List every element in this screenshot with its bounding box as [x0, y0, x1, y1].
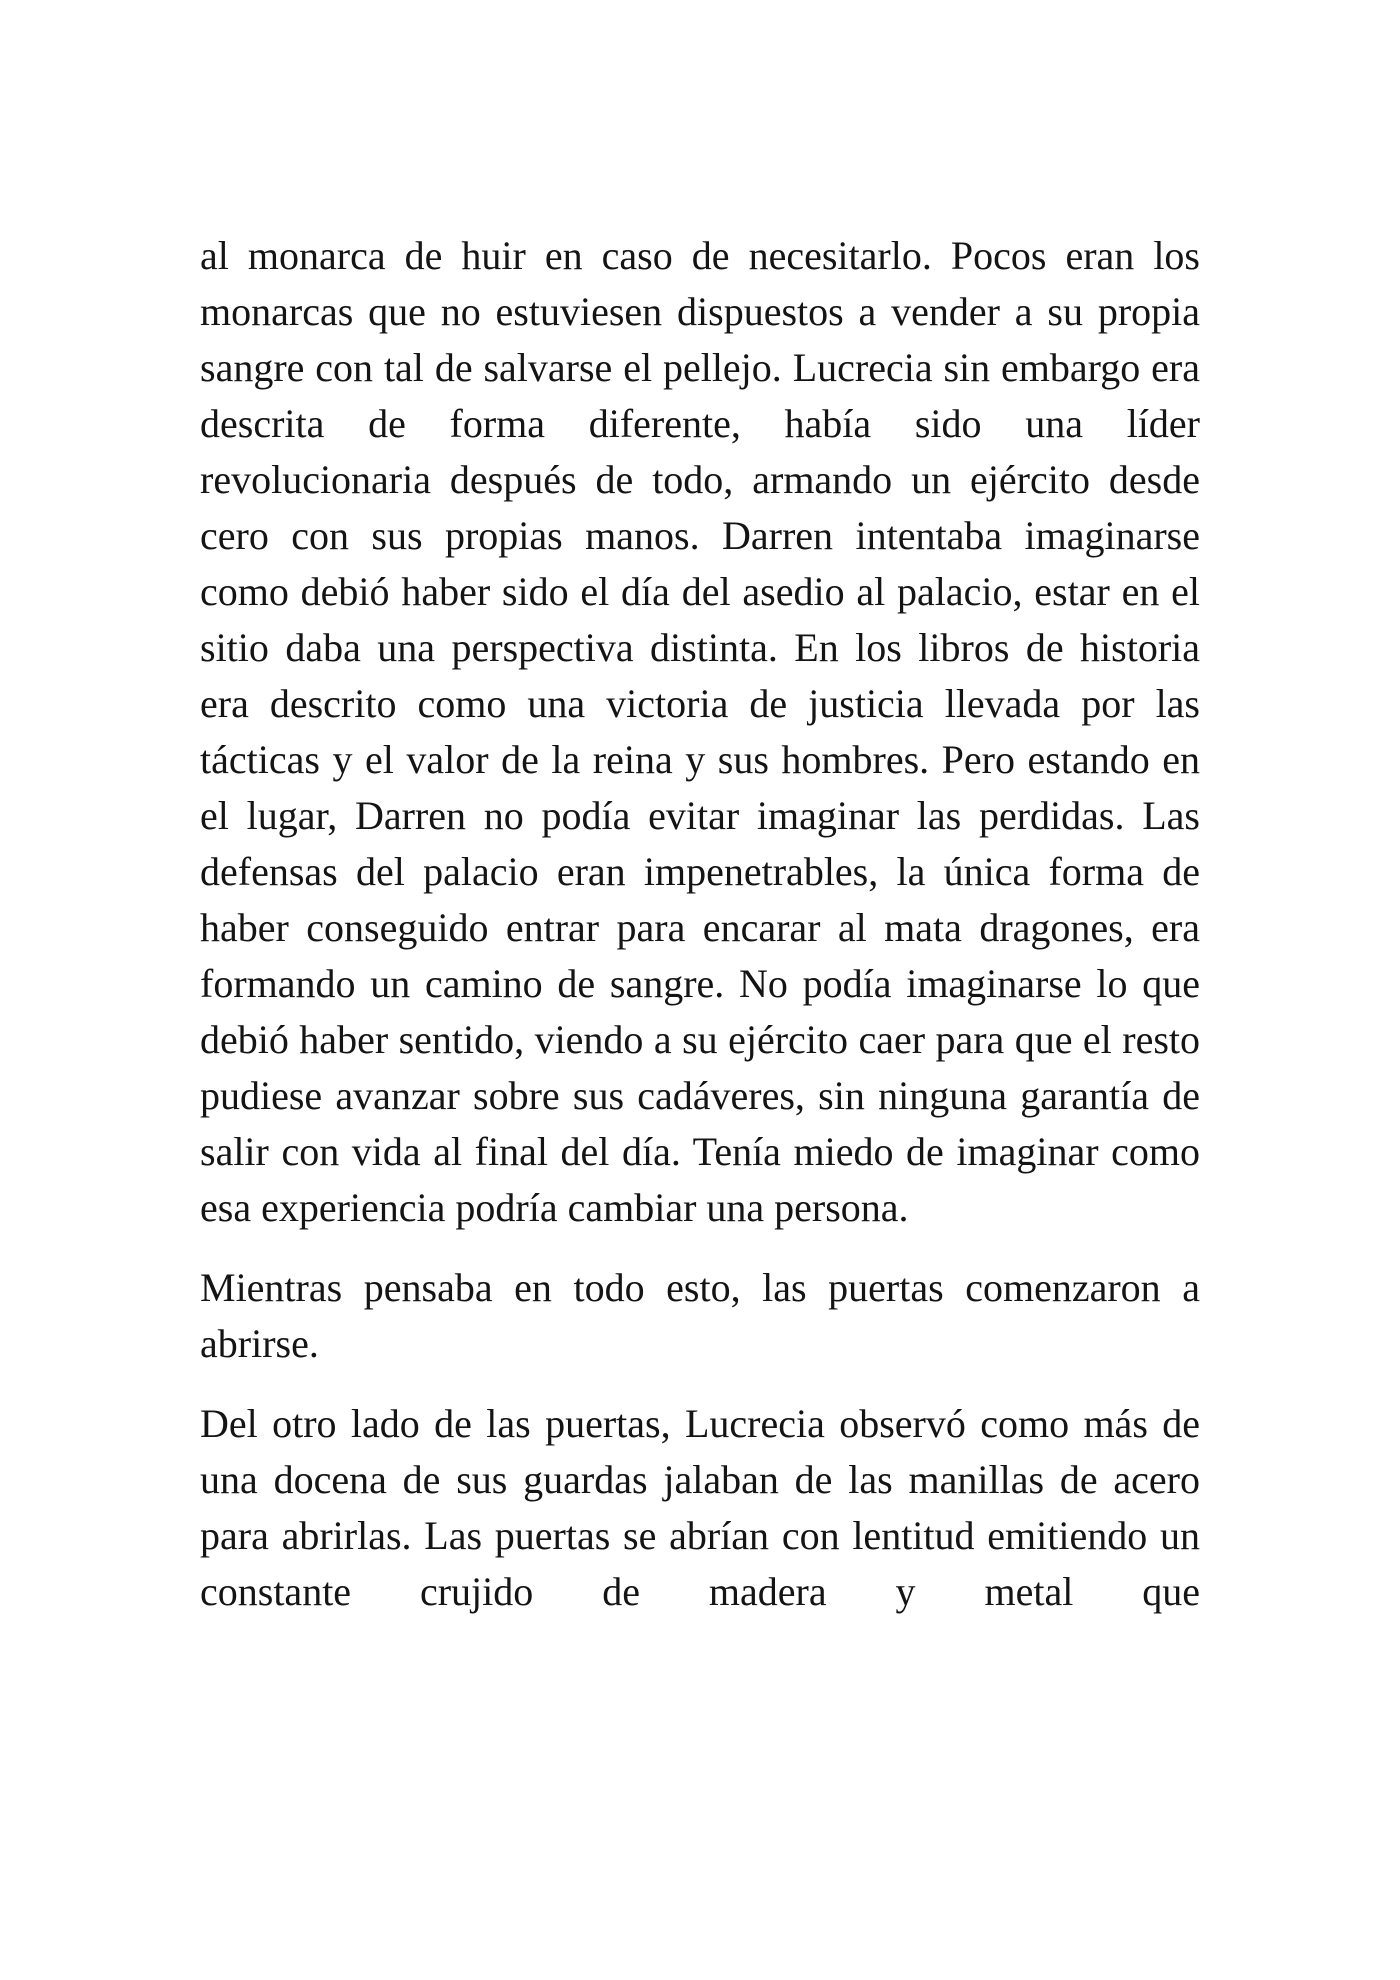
- page-body-text: [200, 228, 1200, 1620]
- paragraph-1: al monarca de huir en caso de necesitarlo. Pocos eran los monarcas que no estuviesen dispuestos a vender a su propia sangre con tal de salvarse el pellejo. Lucrecia sin embargo era descrita de forma diferente, había sido una líder revolucionaria después de todo, armando un ejército desde cero con sus propias manos. Darren intentaba imaginarse como debió haber sido el día del asedio al palacio, estar en el sitio daba una perspectiva distinta. En los libros de historia era descrito como una victoria de justicia llevada por las tácticas y el valor de la reina y sus hombres. Pero estando en el lugar, Darren no podía evitar imaginar las perdidas. Las defensas del palacio eran impenetrables, la única forma de haber conseguido entrar para encarar al mata dragones, era formando un camino de sangre. No podía imaginarse lo que debió haber sentido, viendo a su ejército caer para que el resto pudiese avanzar sobre sus cadáveres, sin ninguna garantía de salir con vida al final del día. Tenía miedo de imaginar como esa experiencia podría cambiar una persona.: [200, 233, 1200, 1230]
- paragraph-2: Mientras pensaba en todo esto, las puertas comenzaron a abrirse.: [200, 1265, 1200, 1366]
- paragraph-3: Del otro lado de las puertas, Lucrecia observó como más de una docena de sus guardas jalaban de las manillas de acero para abrirlas. Las puertas se abrían con lentitud emitiendo un constante crujido de madera y metal que: [200, 1401, 1200, 1614]
